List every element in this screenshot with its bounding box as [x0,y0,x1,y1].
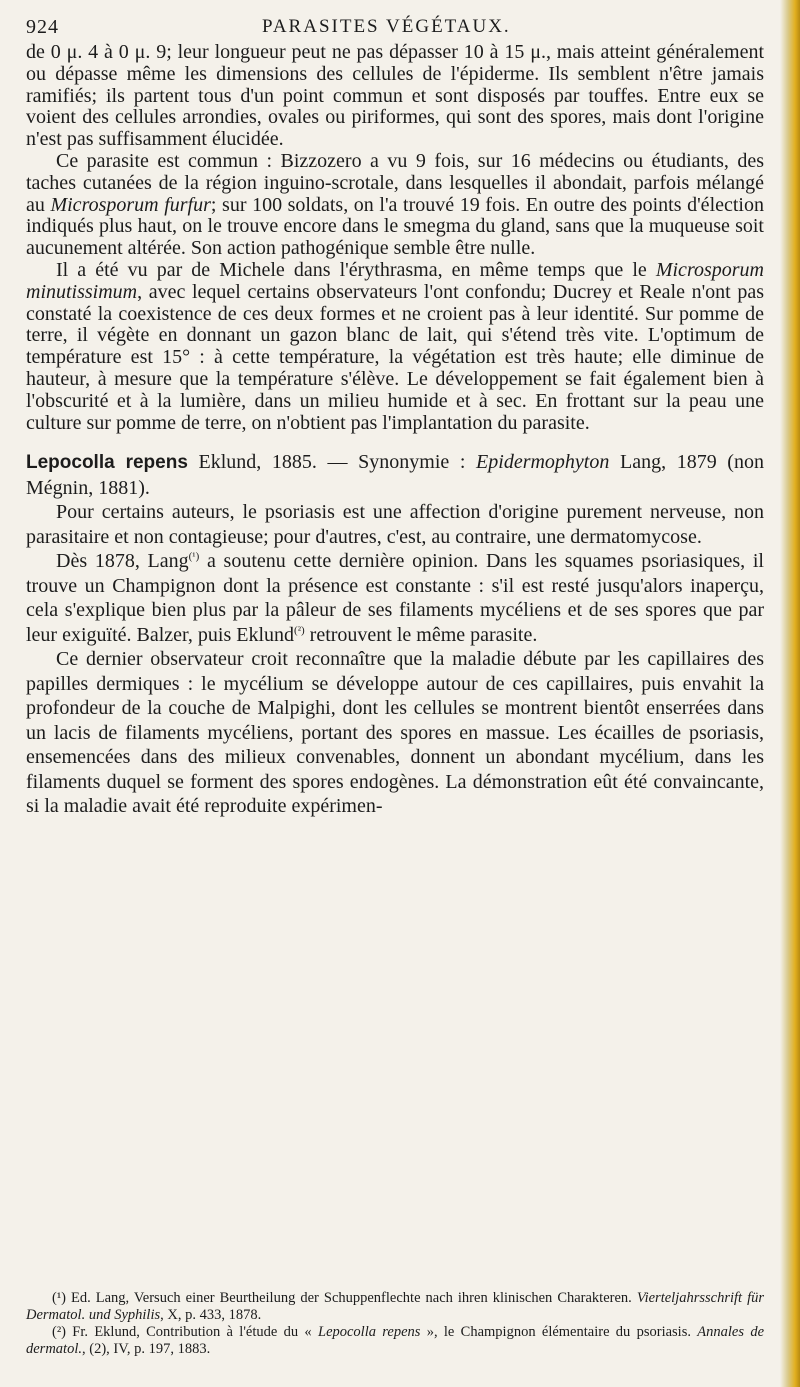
text-span: , X, p. 433, 1878. [160,1307,262,1323]
species-name: Microsporum furfur [50,193,211,216]
paragraph-6 [26,549,764,647]
text-span: a soutenu cette dernière opinion. Dans les squames psoriasiques, il trouve un Champignon dont la présence est constante : s'il est resté jusqu'alors inaperçu, cela s'explique bien plus par la pâleur de ses filaments mycéliens et de ses spores que par leur exiguïté. Balzer, puis Eklund [26,550,764,646]
paragraph-1: de 0 μ. 4 à 0 μ. 9; leur longueur peut ne pas dépasser 10 à 15 μ., mais atteint généralement ou dépasse même les dimensions des cellules de l'épiderme. Ils semblent n'être jamais ramifiés; ils partent tous d'un point commun et sont disposés par touffes. Entre eux se voient des cellules arrondies, ovales ou piriformes, qui sont des spores, mais dont l'origine n'est pas suffisamment élucidée. [26,41,764,151]
synonym-name: Epidermophyton [476,451,610,474]
paragraph-3 [26,260,764,434]
footnotes [26,1290,764,1358]
text-span: , (2), IV, p. 197, 1883. [81,1341,211,1357]
text-span: Ce parasite est commun : Bizzozero a vu 9 fois, sur 16 médecins ou étudiants, des taches cutanées de la région inguino-scrotale, dans lesquelles il abondait, parfois mélangé au [26,149,764,216]
text-span: », le Champignon élémentaire du psoriasis. [420,1324,698,1340]
footnote-2 [26,1324,764,1358]
body-text [26,42,764,819]
page-edge [780,0,800,1387]
text-span: ; sur 100 soldats, on l'a trouvé 19 fois. En outre des points d'élection indiqués plus haut, on le trouve encore dans le smegma du gland, sans que la muqueuse soit aucunement altérée. Son action pathogénique semble être nulle. [26,193,764,260]
paragraph-2 [26,151,764,260]
text-span: Eklund, 1885. — Synonymie : [187,451,477,474]
text-span: (²) Fr. Eklund, Contribution à l'étude du « [52,1324,318,1340]
entry-heading: Lepocolla repens [26,452,188,474]
running-title: PARASITES VÉGÉTAUX. [262,16,511,37]
paragraph-5: Pour certains auteurs, le psoriasis est une affection d'origine purement nerveuse, non parasitaire et non contagieuse; pour d'autres, c'est, au contraire, une dermatomycose. [26,501,764,548]
text-span: (¹) Ed. Lang, Versuch einer Beurtheilung der Schuppenflechte nach ihren klinischen Charakteren. [52,1290,637,1306]
footnote-1 [26,1290,764,1324]
species-name: Lepocolla repens [318,1324,421,1340]
page-number: 924 [26,16,59,38]
text-span: Dès 1878, Lang [56,550,189,573]
footnote-ref-1[interactable]: (¹) [188,550,200,563]
entry-lepocolla [26,450,764,500]
text-span: Il a été vu par de Michele dans l'érythrasma, en même temps que le [56,258,656,281]
journal-title: Vierteljahrsschrift für Dermatol. und Syphilis [26,1290,764,1323]
paragraph-7: Ce dernier observateur croit reconnaître que la maladie débute par les capillaires des papilles dermiques : le mycélium se développe autour de ces capillaires, puis envahit la profondeur de la couche de Malpighi, dont les cellules se montrent bientôt enserrées dans un lacis de filaments mycéliens, portant des spores en massue. Les écailles de psoriasis, ensemencées dans des milieux convenables, donnent un abondant mycélium, dans les filaments duquel se forment des spores endogènes. La démonstration eût été convaincante, si la maladie avait été reproduite expérimen- [26,648,764,818]
text-span: retrouvent le même parasite. [304,623,538,646]
text-span: Lang, 1879 (non Mégnin, 1881). [26,451,764,499]
journal-title: Annales de dermatol. [26,1324,764,1357]
text-span: , avec lequel certains observateurs l'ont confondu; Ducrey et Reale n'ont pas constaté la coexistence de ces deux formes et ne croient pas à leur identité. Sur pomme de terre, il végète en donnant un gazon blanc de lait, qui s'étend très vite. L'optimum de température est 15° : à cette température, la végétation est très haute; elle diminue de hauteur, à mesure que la température s'élève. Le développement se fait également bien à l'obscurité et à la lumière, dans un milieu humide et à sec. En frottant sur la peau une culture sur pomme de terre, on n'obtient pas l'implantation du parasite. [26,280,764,434]
footnote-ref-2[interactable]: (²) [294,624,305,637]
species-name: Microsporum minutissimum [26,258,764,303]
